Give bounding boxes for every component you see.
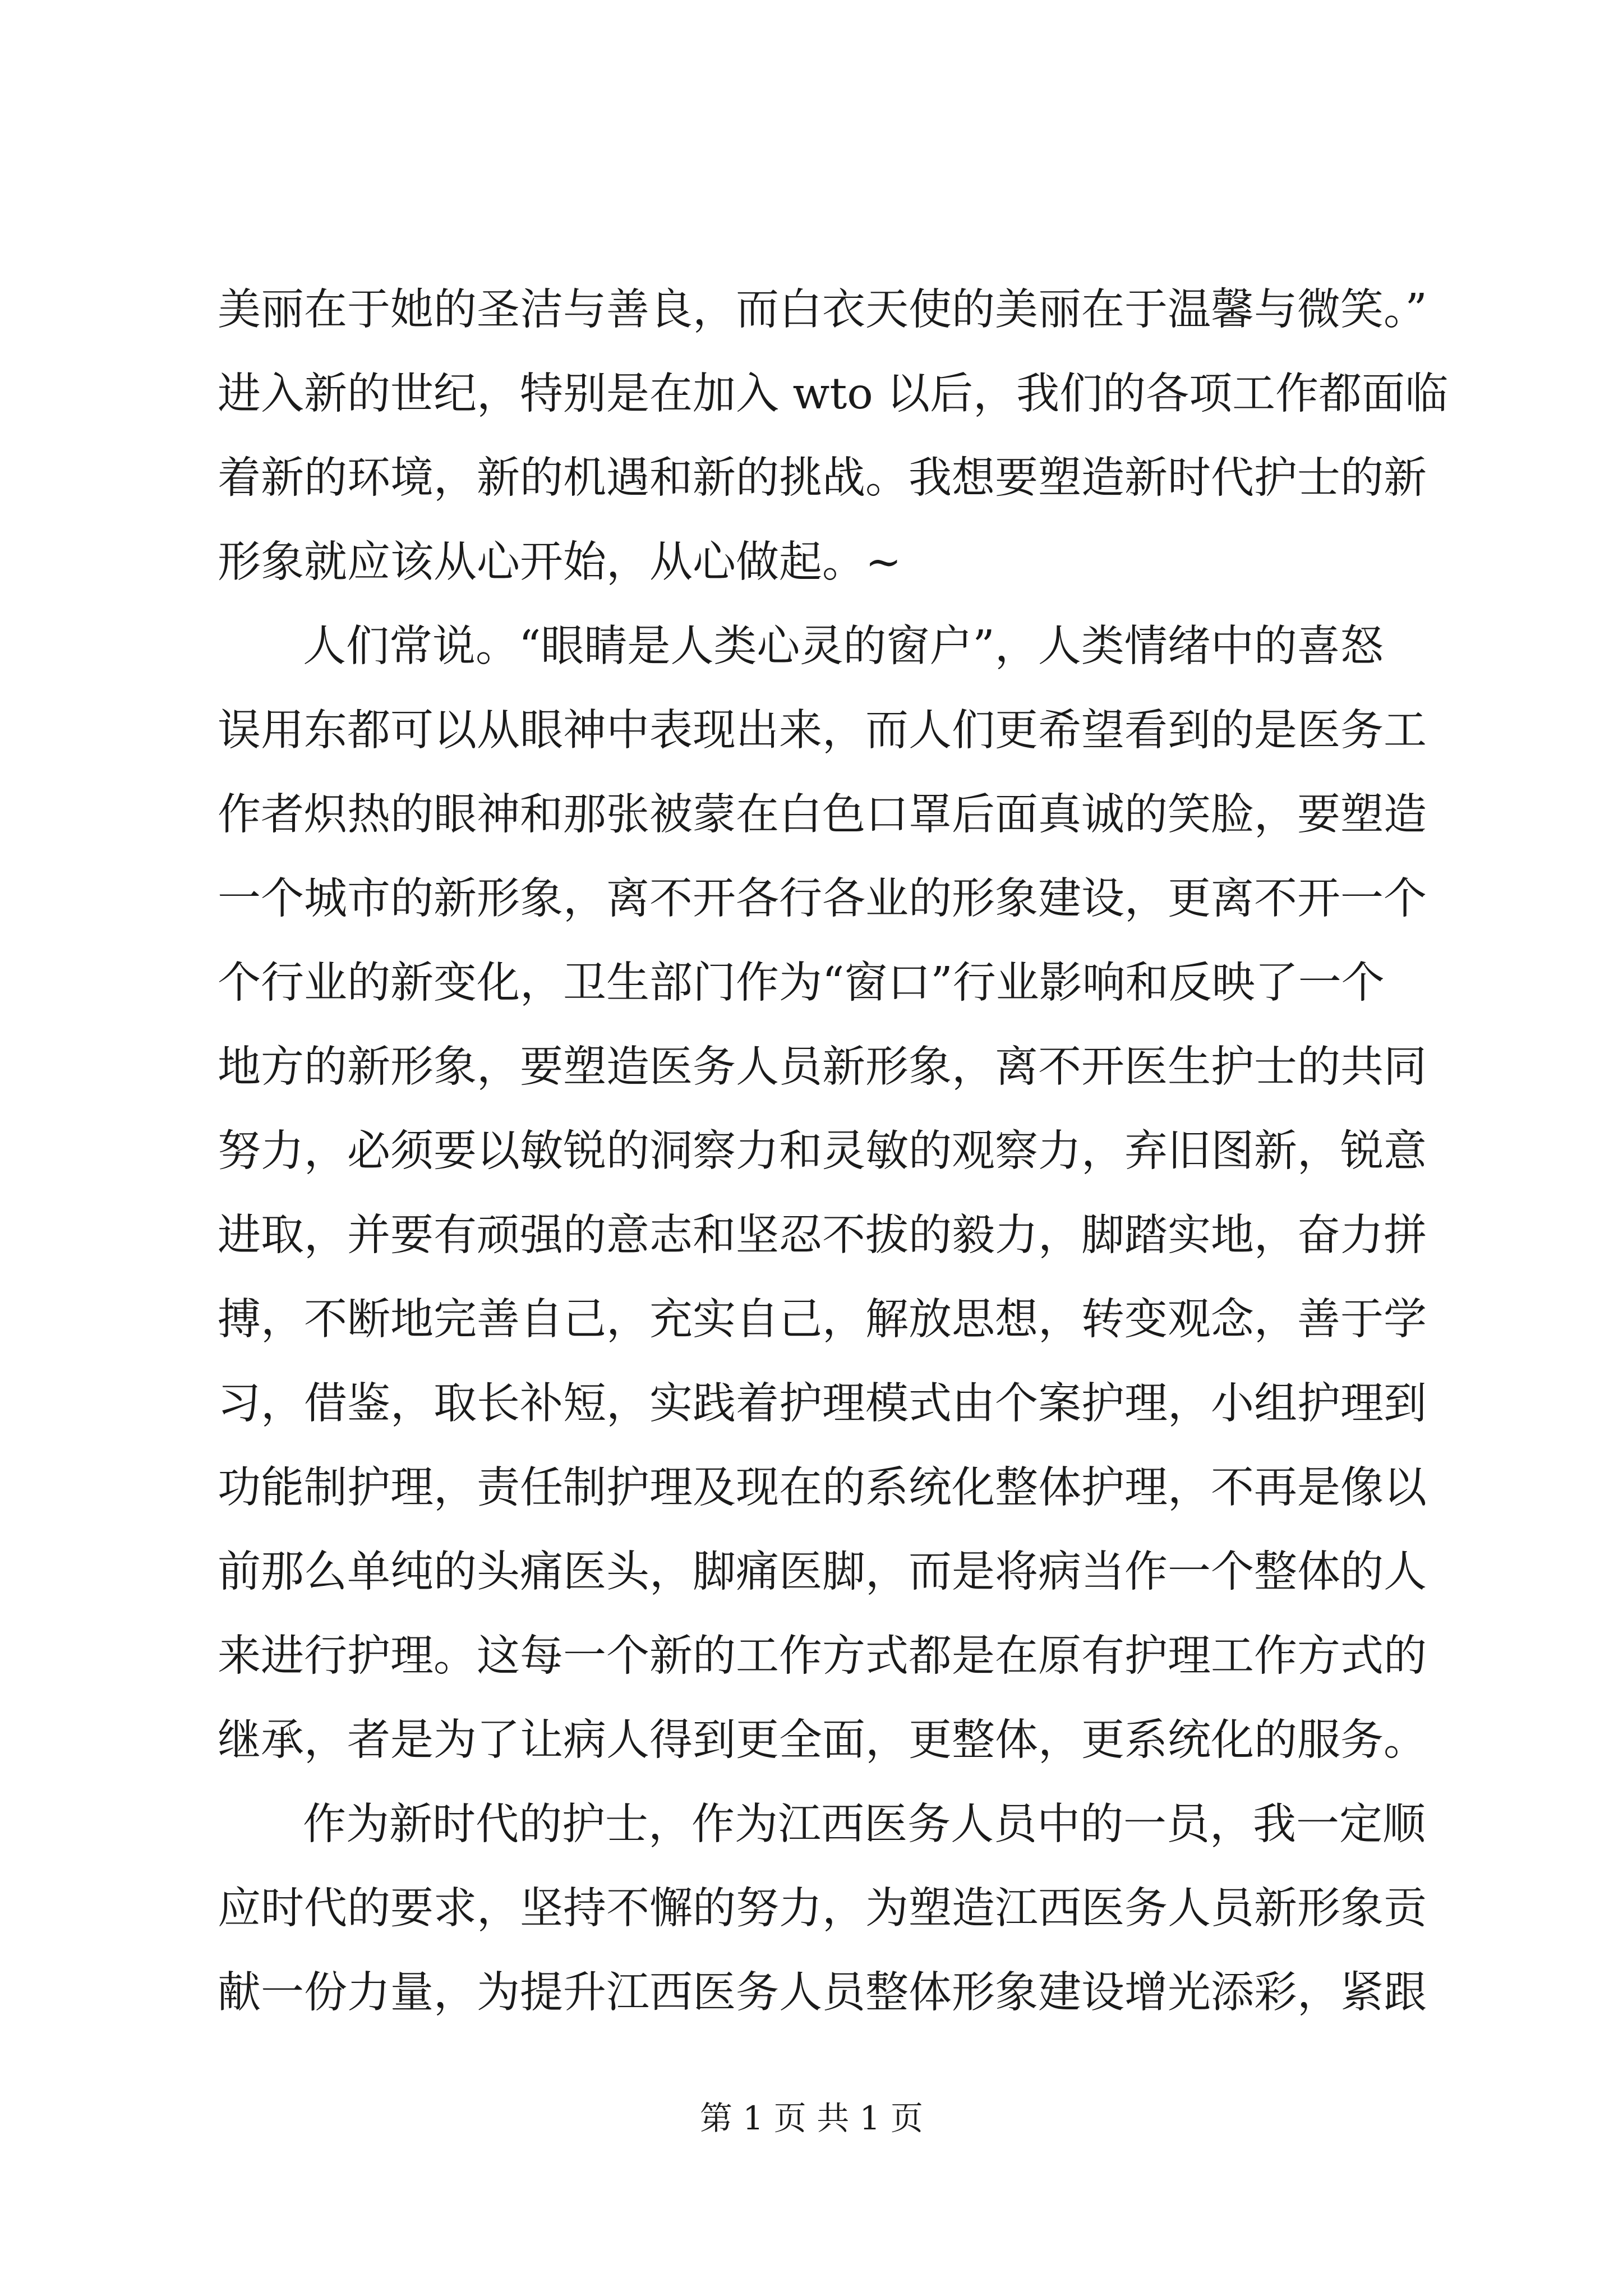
text-line: 习，借鉴，取长补短，实践着护理模式由个案护理，小组护理到 [218,1379,1427,1429]
text-line: 前那么单纯的头痛医头，脚痛医脚，而是将病当作一个整体的人 [218,1547,1427,1597]
text-line: 搏，不断地完善自己，充实自己，解放思想，转变观念，善于学 [218,1295,1427,1345]
text-line: 着新的环境，新的机遇和新的挑战。我想要塑造新时代护士的新 [218,453,1427,503]
paragraph-first-line: 作为新时代的护士，作为江西医务人员中的一员，我一定顺 [303,1800,1426,1849]
text-line: 作者炽热的眼神和那张被蒙在白色口罩后面真诚的笑脸，要塑造 [218,790,1427,840]
text-line: 形象就应该从心开始，从心做起。~ [218,537,902,587]
text-line: 功能制护理，责任制护理及现在的系统化整体护理，不再是像以 [218,1463,1427,1513]
text-line: 误用东都可以从眼神中表现出来，而人们更希望看到的是医务工 [218,706,1427,756]
text-line: 来进行护理。这每一个新的工作方式都是在原有护理工作方式的 [218,1631,1427,1681]
text-line: 美丽在于她的圣洁与善良，而白衣天使的美丽在于温馨与微笑。” [218,285,1427,335]
text-line: 应时代的要求，坚持不懈的努力，为塑造江西医务人员新形象贡 [218,1884,1427,1934]
paragraph-first-line: 人们常说。“眼睛是人类心灵的窗户”，人类情绪中的喜怒 [303,622,1384,671]
text-line: 进入新的世纪，特别是在加入 wto 以后，我们的各项工作都面临 [218,369,1449,419]
text-line: 个行业的新变化，卫生部门作为“窗口”行业影响和反映了一个 [218,958,1385,1008]
text-line: 努力，必须要以敏锐的洞察力和灵敏的观察力，弃旧图新，锐意 [218,1126,1427,1176]
text-line: 献一份力量，为提升江西医务人员整体形象建设增光添彩，紧跟 [218,1968,1427,2018]
text-line: 地方的新形象，要塑造医务人员新形象，离不开医生护士的共同 [218,1042,1427,1092]
text-line: 继承，者是为了让病人得到更全面，更整体，更系统化的服务。 [218,1715,1427,1765]
page-number-footer: 第 1 页 共 1 页 [700,2099,923,2137]
text-line: 进取，并要有顽强的意志和坚忍不拔的毅力，脚踏实地，奋力拼 [218,1211,1427,1260]
text-line: 一个城市的新形象，离不开各行各业的形象建设，更离不开一个 [218,874,1427,924]
